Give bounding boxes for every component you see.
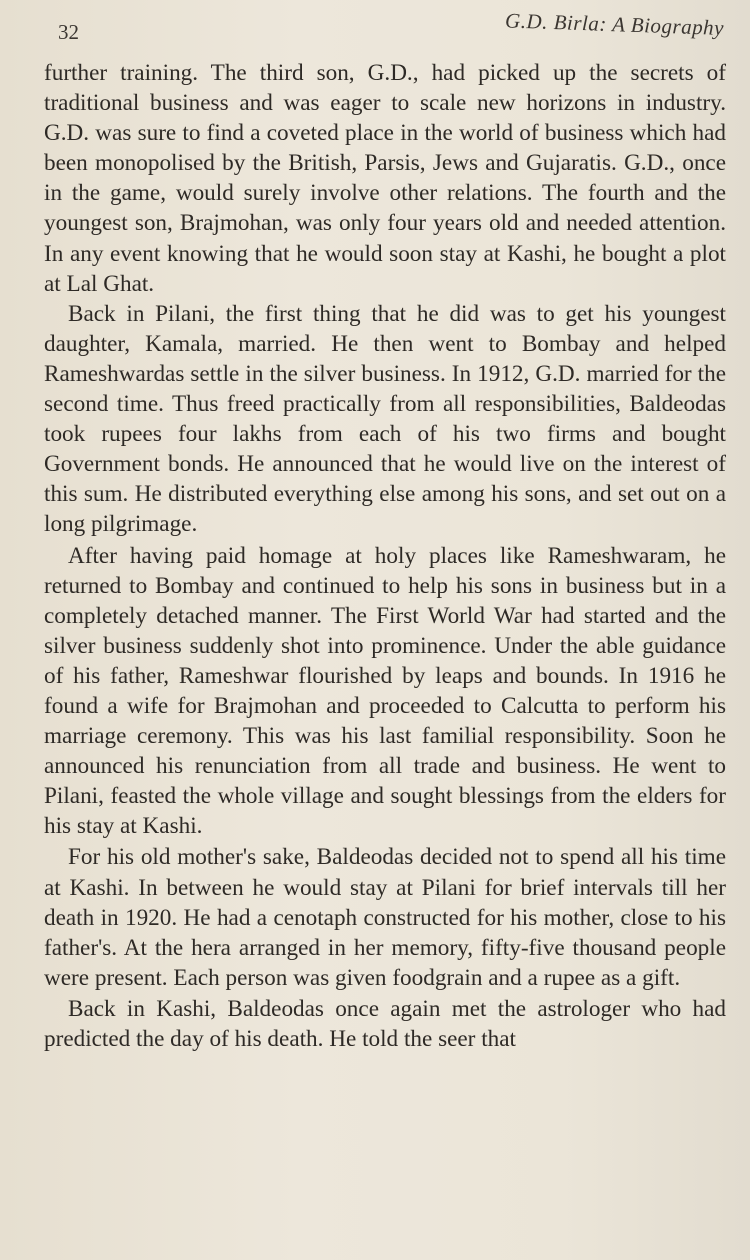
paragraph-5: Back in Kashi, Baldeodas once again met the astrologer who had predicted the day of his death. He told the seer that	[44, 995, 726, 1052]
paragraph-2: Back in Pilani, the first thing that he did was to get his youngest daughter, Kamala, married. He then went to Bombay and helped Rameshwardas settle in the silver business. In 1912, G.D. married for the second time. Thus freed practically from all responsibilities, Baldeodas took rupees four lakhs from each of his two firms and bought Government bonds. He announced that he would live on the interest of this sum. He distributed everything else among his sons, and set out on a long pilgrimage.	[44, 300, 726, 538]
paragraph-4: For his old mother's sake, Baldeodas decided not to spend all his time at Kashi. In between he would stay at Pilani for brief intervals till her death in 1920. He had a cenotaph constructed for his mother, close to his father's. At the hera arranged in her memory, fifty-five thousand people were present. Each person was given foodgrain and a rupee as a gift.	[44, 844, 726, 991]
page-number: 32	[58, 20, 79, 44]
running-head: G.D. Birla: A Biography	[504, 8, 725, 40]
paragraph-1: further training. The third son, G.D., had picked up the secrets of traditional business and was eager to scale new horizons in industry. G.D. was sure to find a coveted place in the world of business which had been monopolised by the British, Parsis, Jews and Gujaratis. G.D., once in the game, would surely involve other relations. The fourth and the youngest son, Brajmohan, was only four years old and needed attention. In any event knowing that he would soon stay at Kashi, he bought a plot at Lal Ghat.	[44, 60, 726, 297]
body-text	[44, 58, 726, 1054]
paragraph-3: After having paid homage at holy places like Rameshwaram, he returned to Bombay and continued to help his sons in business but in a completely detached manner. The First World War had started and the silver business suddenly shot into prominence. Under the able guidance of his father, Rameshwar flourished by leaps and bounds. In 1916 he found a wife for Brajmohan and proceeded to Calcutta to perform his marriage ceremony. This was his last familial responsibility. Soon he announced his renunciation from all trade and business. He went to Pilani, feasted the whole village and sought blessings from the elders for his stay at Kashi.	[44, 542, 726, 840]
page-header	[58, 8, 725, 48]
